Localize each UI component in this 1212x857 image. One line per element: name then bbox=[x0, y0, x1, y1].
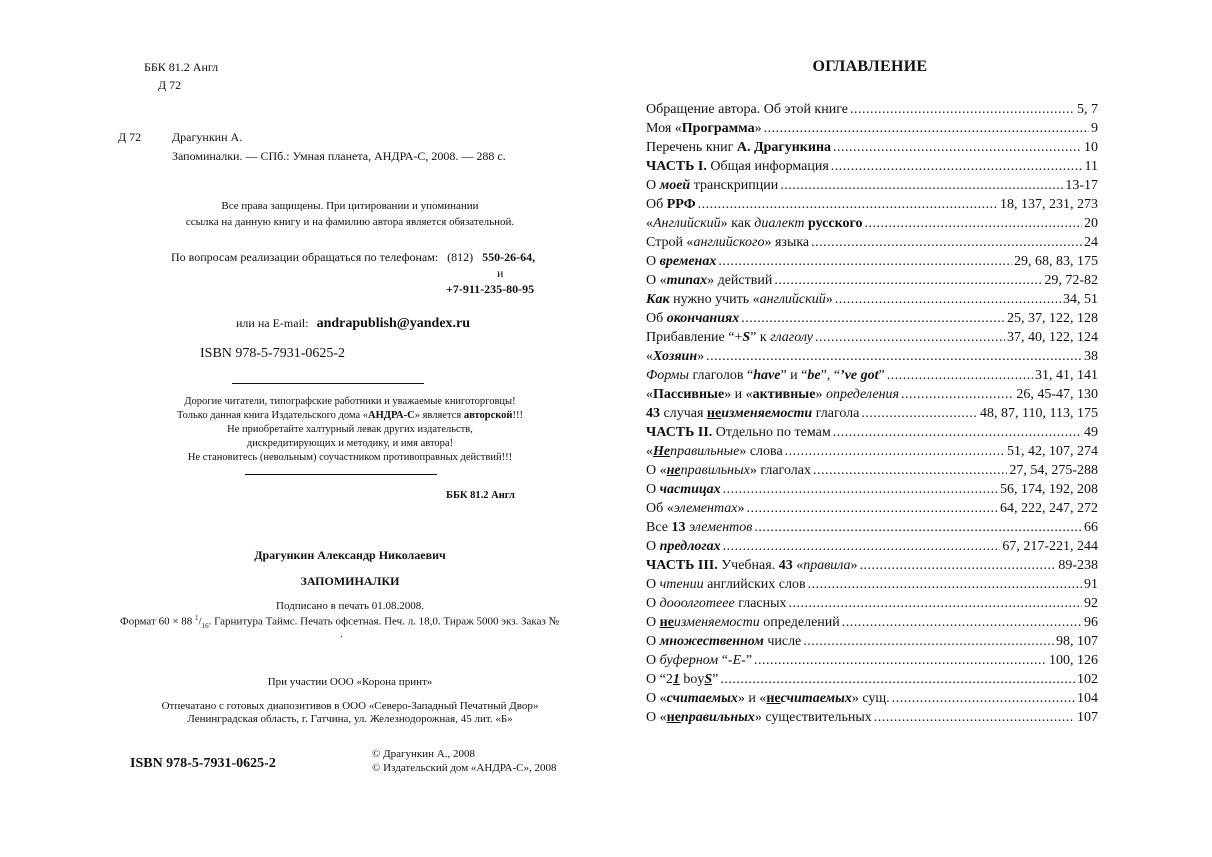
book-title: ЗАПОМИНАЛКИ bbox=[300, 574, 400, 588]
toc-entry-title: Об «элементах» bbox=[646, 501, 745, 516]
toc-leader-dots bbox=[789, 594, 1082, 613]
toc-entry-title: О “21 boyS” bbox=[646, 672, 719, 687]
toc-entry-pages: 96 bbox=[1084, 615, 1098, 630]
toc-leader-dots bbox=[833, 138, 1082, 157]
toc-entry-title: О неизменяемости определений bbox=[646, 615, 840, 630]
toc-entry bbox=[646, 556, 1098, 575]
toc-entry-pages: 92 bbox=[1084, 596, 1098, 611]
bibliographic-line: Запоминалки. — СПб.: Умная планета, АНДРА-С, 2008. — 288 с. bbox=[172, 149, 506, 163]
full-author-name: Драгункин Александр Николаевич bbox=[254, 548, 446, 562]
toc-entry-pages: 26, 45-47, 130 bbox=[1016, 387, 1098, 402]
toc-entry bbox=[646, 594, 1098, 613]
toc-entry-title: Моя «Программа» bbox=[646, 121, 762, 136]
toc-entry-pages: 5, 7 bbox=[1077, 102, 1098, 117]
toc-entry bbox=[646, 537, 1098, 556]
bbk-code-top: ББК 81.2 Англ bbox=[144, 60, 219, 74]
toc-entry bbox=[646, 195, 1098, 214]
copyright-publisher: © Издательский дом «АНДРА-С», 2008 bbox=[372, 762, 557, 774]
toc-entry-pages: 34, 51 bbox=[1063, 292, 1098, 307]
toc-entry bbox=[646, 100, 1098, 119]
toc-entry-title: О частицах bbox=[646, 482, 721, 497]
toc-entry-title: «Хозяин» bbox=[646, 349, 705, 364]
toc-entry bbox=[646, 138, 1098, 157]
toc-entry-pages: 9 bbox=[1091, 121, 1098, 136]
isbn-middle: ISBN 978-5-7931-0625-2 bbox=[200, 346, 346, 361]
toc-entry bbox=[646, 575, 1098, 594]
toc-leader-dots bbox=[746, 499, 998, 518]
toc-entry bbox=[646, 119, 1098, 138]
toc-entry-pages: 49 bbox=[1084, 425, 1098, 440]
toc-entry-pages: 29, 68, 83, 175 bbox=[1014, 254, 1098, 269]
toc-leader-dots bbox=[720, 670, 1075, 689]
toc-entry-pages: 66 bbox=[1084, 520, 1098, 535]
toc-entry bbox=[646, 632, 1098, 651]
toc-entry bbox=[646, 651, 1098, 670]
toc-entry-pages: 37, 40, 122, 124 bbox=[1007, 330, 1098, 345]
toc-entry bbox=[646, 689, 1098, 708]
toc-entry-title: Обращение автора. Об этой книге bbox=[646, 102, 848, 117]
toc-entry bbox=[646, 480, 1098, 499]
toc-entry-title: 43 случая неизменяемости глагола bbox=[646, 406, 860, 421]
toc-entry bbox=[646, 518, 1098, 537]
toc-entry-pages: 107 bbox=[1077, 710, 1098, 725]
catalog-index-top: Д 72 bbox=[158, 78, 182, 92]
toc-leader-dots bbox=[874, 708, 1075, 727]
toc-leader-dots bbox=[780, 176, 1063, 195]
rights-line-1: Все права защищены. При цитировании и упоминании bbox=[221, 200, 479, 212]
toc-entry-pages: 38 bbox=[1084, 349, 1098, 364]
toc-entry bbox=[646, 423, 1098, 442]
toc-entry-title: О временах bbox=[646, 254, 717, 269]
table-of-contents bbox=[646, 100, 1098, 727]
phone-and: и bbox=[497, 266, 504, 280]
toc-entry-title: Перечень книг А. Драгункина bbox=[646, 140, 832, 155]
toc-entry-title: О чтении английских слов bbox=[646, 577, 806, 592]
toc-entry bbox=[646, 271, 1098, 290]
isbn-bottom: ISBN 978-5-7931-0625-2 bbox=[130, 756, 276, 771]
toc-entry bbox=[646, 461, 1098, 480]
toc-leader-dots bbox=[718, 252, 1012, 271]
toc-leader-dots bbox=[850, 100, 1075, 119]
printed-line-1: Отпечатано с готовых диапозитивов в ООО «Северо-Западный Печатный Двор» bbox=[161, 700, 539, 712]
toc-entry-title: Формы глаголов “have” и “be”, “’ve got” bbox=[646, 368, 885, 383]
toc-leader-dots bbox=[754, 651, 1047, 670]
toc-entry-pages: 67, 217-221, 244 bbox=[1002, 539, 1098, 554]
toc-leader-dots bbox=[723, 480, 998, 499]
toc-entry-title: О «считаемых» и «несчитаемых» сущ. bbox=[646, 691, 890, 706]
toc-entry-title: Об окончаниях bbox=[646, 311, 740, 326]
toc-leader-dots bbox=[892, 689, 1075, 708]
toc-leader-dots bbox=[865, 214, 1083, 233]
toc-entry bbox=[646, 404, 1098, 423]
toc-entry-pages: 89-238 bbox=[1058, 558, 1098, 573]
toc-entry-pages: 102 bbox=[1077, 672, 1098, 687]
toc-leader-dots bbox=[811, 233, 1082, 252]
toc-entry bbox=[646, 442, 1098, 461]
toc-entry-pages: 104 bbox=[1077, 691, 1098, 706]
toc-leader-dots bbox=[698, 195, 998, 214]
participation-line: При участии ООО «Корона принт» bbox=[267, 676, 433, 688]
toc-entry-pages: 29, 72-82 bbox=[1044, 273, 1098, 288]
toc-entry-title: О буферном “-E-” bbox=[646, 653, 753, 668]
toc-entry-title: «Английский» как диалект русского bbox=[646, 216, 863, 231]
toc-entry bbox=[646, 214, 1098, 233]
toc-entry-title: О дооолготеее гласных bbox=[646, 596, 787, 611]
notice-line-4: дискредитирующих и методику, и имя автора! bbox=[246, 438, 454, 449]
toc-leader-dots bbox=[813, 461, 1007, 480]
notice-line-3: Не приобретайте халтурный левак других издательств, bbox=[227, 424, 473, 435]
separator-rule-1 bbox=[232, 383, 424, 384]
toc-leader-dots bbox=[831, 157, 1083, 176]
catalog-index: Д 72 bbox=[118, 130, 142, 144]
toc-entry-title: Как нужно учить «английский» bbox=[646, 292, 833, 307]
rights-line-2: ссылка на данную книгу и на фамилию автора является обязательной. bbox=[185, 216, 515, 228]
notice-line-5: Не становитесь (невольным) соучастником противоправных действий!!! bbox=[187, 452, 513, 463]
toc-leader-dots bbox=[785, 442, 1005, 461]
toc-leader-dots bbox=[754, 518, 1082, 537]
toc-entry-title: О «неправильных» глаголах bbox=[646, 463, 811, 478]
toc-entry-title: Все 13 элементов bbox=[646, 520, 753, 535]
toc-entry bbox=[646, 670, 1098, 689]
phones-label: По вопросам реализации обращаться по телефонам: (812) 550-26-64, bbox=[171, 250, 536, 264]
bbk-code-bottom: ББК 81.2 Англ bbox=[446, 490, 515, 501]
toc-entry-pages: 25, 37, 122, 128 bbox=[1007, 311, 1098, 326]
separator-rule-2 bbox=[245, 474, 437, 475]
toc-title: ОГЛАВЛЕНИЕ bbox=[812, 58, 928, 75]
toc-entry-title: ЧАСТЬ III. Учебная. 43 «правила» bbox=[646, 558, 858, 573]
toc-leader-dots bbox=[741, 309, 1005, 328]
toc-leader-dots bbox=[808, 575, 1082, 594]
toc-entry-title: О предлогах bbox=[646, 539, 721, 554]
phone-number-1: 550-26-64, bbox=[482, 250, 536, 264]
toc-entry-pages: 100, 126 bbox=[1049, 653, 1098, 668]
toc-entry-pages: 10 bbox=[1084, 140, 1098, 155]
phone-code: (812) bbox=[447, 250, 474, 264]
toc-entry bbox=[646, 366, 1098, 385]
toc-entry bbox=[646, 347, 1098, 366]
toc-entry-pages: 11 bbox=[1084, 159, 1098, 174]
toc-entry-pages: 20 bbox=[1084, 216, 1098, 231]
notice-line-2: Только данная книга Издательского дома «АНДРА-С» является авторской!!! bbox=[177, 410, 523, 421]
toc-entry bbox=[646, 385, 1098, 404]
toc-leader-dots bbox=[887, 366, 1033, 385]
toc-leader-dots bbox=[774, 271, 1042, 290]
toc-entry-title: О множественном числе bbox=[646, 634, 802, 649]
toc-entry bbox=[646, 176, 1098, 195]
toc-entry-pages: 13-17 bbox=[1065, 178, 1098, 193]
toc-entry bbox=[646, 613, 1098, 632]
signed-to-print: Подписано в печать 01.08.2008. bbox=[276, 600, 424, 612]
copyright-author: © Драгункин А., 2008 bbox=[372, 748, 475, 760]
toc-leader-dots bbox=[815, 328, 1005, 347]
toc-leader-dots bbox=[835, 290, 1061, 309]
format-line: Формат 60 × 88 $^1/_{16}$. Гарнитура Таймс. Печать офсетная. Печ. л. 18,0. Тираж 5000 экз. Заказ № bbox=[120, 614, 560, 630]
toc-entry-pages: 91 bbox=[1084, 577, 1098, 592]
printed-line-2: Ленинградская область, г. Гатчина, ул. Железнодорожная, 45 лит. «Б» bbox=[187, 713, 513, 725]
toc-entry-title: О моей транскрипции bbox=[646, 178, 779, 193]
toc-entry-pages: 56, 174, 192, 208 bbox=[1000, 482, 1098, 497]
toc-leader-dots bbox=[723, 537, 1001, 556]
toc-entry-pages: 27, 54, 275-288 bbox=[1009, 463, 1098, 478]
toc-entry-title: «Неправильные» слова bbox=[646, 444, 783, 459]
toc-entry-title: «Пассивные» и «активные» определения bbox=[646, 387, 900, 402]
toc-entry-pages: 31, 41, 141 bbox=[1035, 368, 1098, 383]
toc-leader-dots bbox=[833, 423, 1082, 442]
toc-entry bbox=[646, 309, 1098, 328]
toc-entry-title: ЧАСТЬ II. Отдельно по темам bbox=[646, 425, 831, 440]
toc-entry bbox=[646, 708, 1098, 727]
toc-entry bbox=[646, 290, 1098, 309]
toc-entry bbox=[646, 499, 1098, 518]
toc-leader-dots bbox=[706, 347, 1082, 366]
toc-leader-dots bbox=[842, 613, 1082, 632]
toc-entry-pages: 18, 137, 231, 273 bbox=[1000, 197, 1098, 212]
email-address: andrapublish@yandex.ru bbox=[316, 316, 471, 331]
toc-entry-title: О «типах» действий bbox=[646, 273, 773, 288]
toc-entry bbox=[646, 157, 1098, 176]
format-trailing-dot: . bbox=[340, 628, 343, 640]
toc-entry-pages: 48, 87, 110, 113, 175 bbox=[980, 406, 1098, 421]
toc-leader-dots bbox=[861, 404, 978, 423]
toc-entry bbox=[646, 328, 1098, 347]
toc-entry bbox=[646, 252, 1098, 271]
toc-entry-title: Строй «английского» языка bbox=[646, 235, 810, 250]
toc-entry-pages: 24 bbox=[1084, 235, 1098, 250]
toc-leader-dots bbox=[860, 556, 1057, 575]
phone-number-2: +7-911-235-80-95 bbox=[446, 282, 535, 296]
email-row: или на E-mail: andrapublish@yandex.ru bbox=[236, 316, 471, 331]
toc-entry-title: Об РРФ bbox=[646, 197, 696, 212]
toc-entry-pages: 64, 222, 247, 272 bbox=[1000, 501, 1098, 516]
toc-entry-pages: 51, 42, 107, 274 bbox=[1007, 444, 1098, 459]
toc-leader-dots bbox=[803, 632, 1054, 651]
toc-entry-pages: 98, 107 bbox=[1056, 634, 1098, 649]
toc-entry-title: ЧАСТЬ I. Общая информация bbox=[646, 159, 829, 174]
toc-leader-dots bbox=[901, 385, 1014, 404]
toc-leader-dots bbox=[764, 119, 1089, 138]
toc-entry bbox=[646, 233, 1098, 252]
toc-entry-title: О «неправильных» существительных bbox=[646, 710, 872, 725]
notice-line-1: Дорогие читатели, типографские работники и уважаемые книготорговцы! bbox=[184, 396, 516, 407]
author-line: Драгункин А. bbox=[172, 130, 243, 144]
toc-entry-title: Прибавление “+S” к глаголу bbox=[646, 330, 813, 345]
